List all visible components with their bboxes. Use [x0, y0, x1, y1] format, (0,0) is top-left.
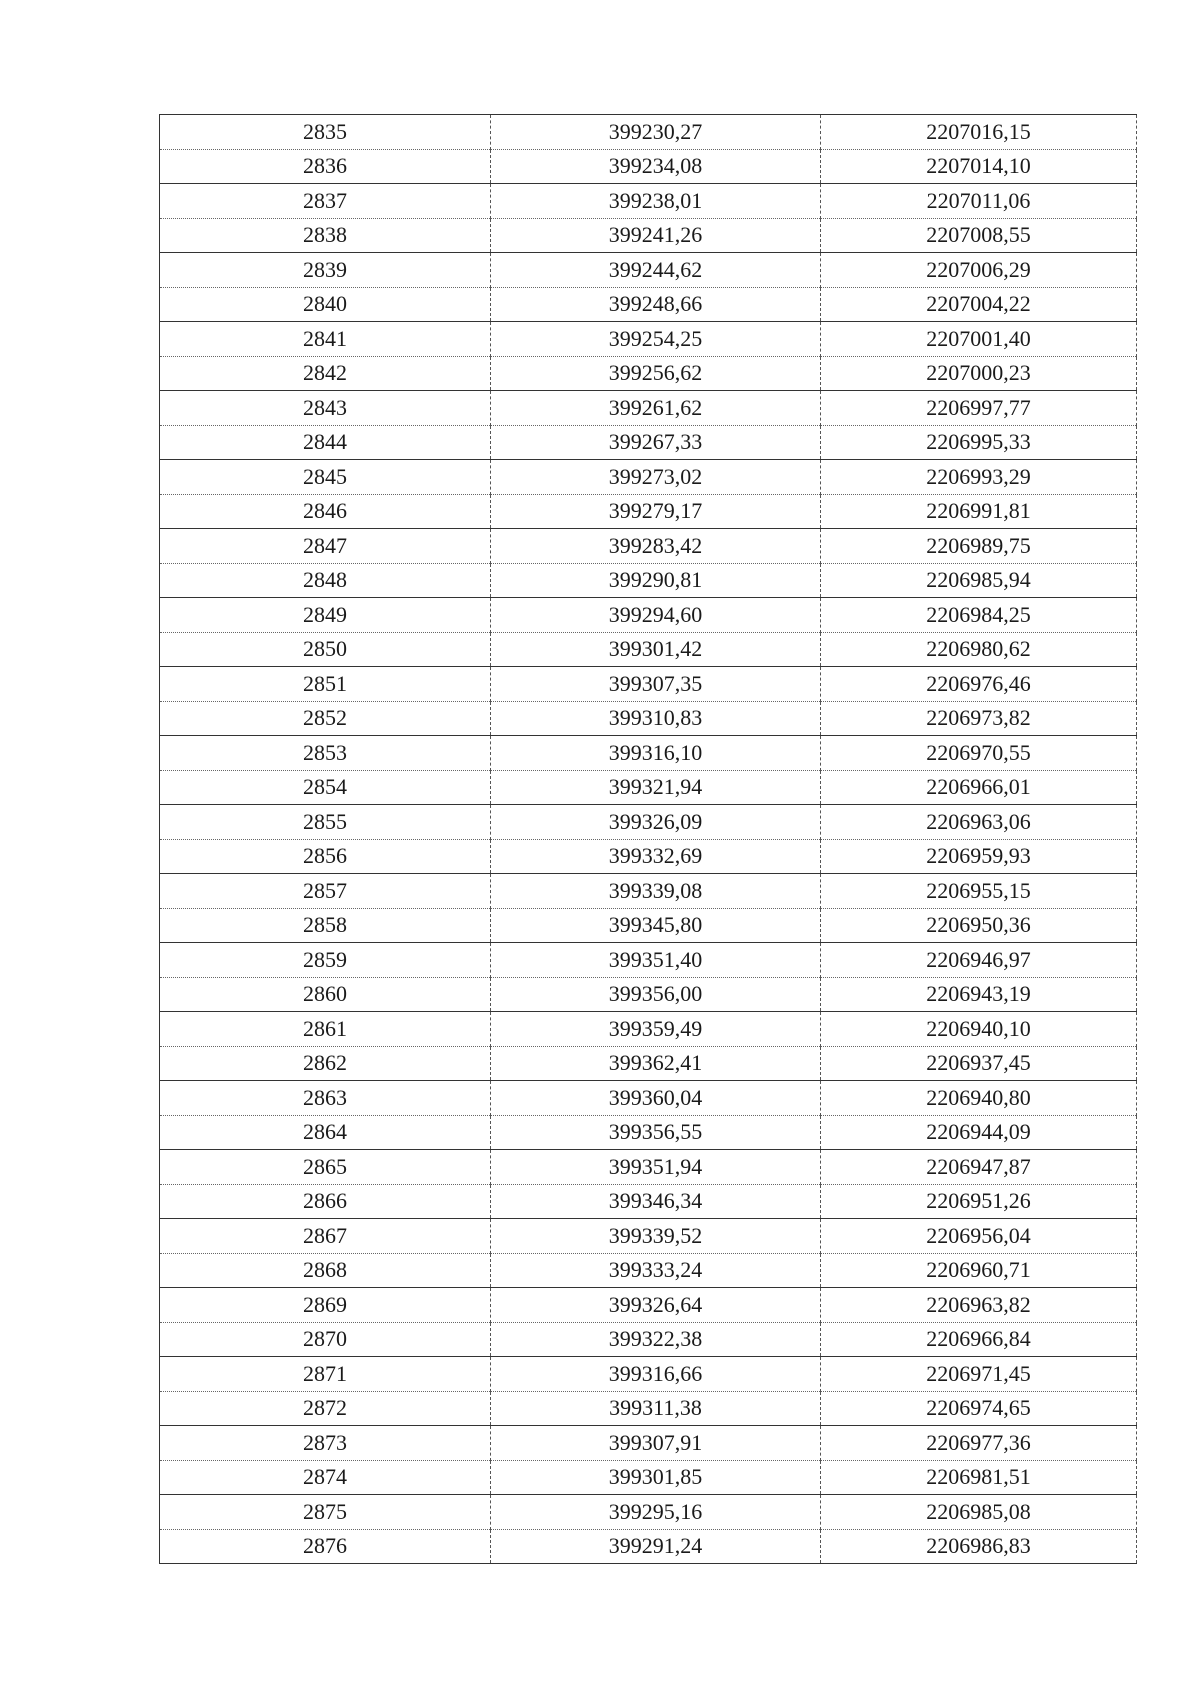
point-number-cell: 2863	[160, 1081, 491, 1116]
point-number-cell: 2865	[160, 1150, 491, 1185]
y-coordinate-cell: 2206955,15	[821, 874, 1137, 909]
point-number-cell: 2838	[160, 218, 491, 253]
y-coordinate-cell: 2207011,06	[821, 184, 1137, 219]
table-row	[160, 1426, 1137, 1461]
y-coordinate-cell: 2207000,23	[821, 356, 1137, 391]
x-coordinate-cell: 399301,85	[491, 1460, 821, 1495]
table-row	[160, 632, 1137, 667]
table-row	[160, 874, 1137, 909]
y-coordinate-cell: 2207014,10	[821, 149, 1137, 184]
y-coordinate-cell: 2206989,75	[821, 529, 1137, 564]
x-coordinate-cell: 399291,24	[491, 1529, 821, 1564]
x-coordinate-cell: 399339,52	[491, 1219, 821, 1254]
table-row	[160, 770, 1137, 805]
x-coordinate-cell: 399301,42	[491, 632, 821, 667]
point-number-cell: 2835	[160, 115, 491, 150]
y-coordinate-cell: 2206966,01	[821, 770, 1137, 805]
x-coordinate-cell: 399316,10	[491, 736, 821, 771]
y-coordinate-cell: 2206985,94	[821, 563, 1137, 598]
table-row	[160, 1184, 1137, 1219]
x-coordinate-cell: 399322,38	[491, 1322, 821, 1357]
point-number-cell: 2852	[160, 701, 491, 736]
y-coordinate-cell: 2206997,77	[821, 391, 1137, 426]
x-coordinate-cell: 399295,16	[491, 1495, 821, 1530]
table-row	[160, 839, 1137, 874]
x-coordinate-cell: 399248,66	[491, 287, 821, 322]
point-number-cell: 2876	[160, 1529, 491, 1564]
table-row	[160, 115, 1137, 150]
point-number-cell: 2873	[160, 1426, 491, 1461]
x-coordinate-cell: 399356,00	[491, 977, 821, 1012]
x-coordinate-cell: 399346,34	[491, 1184, 821, 1219]
point-number-cell: 2867	[160, 1219, 491, 1254]
point-number-cell: 2875	[160, 1495, 491, 1530]
table-row	[160, 1495, 1137, 1530]
x-coordinate-cell: 399307,91	[491, 1426, 821, 1461]
table-row	[160, 598, 1137, 633]
y-coordinate-cell: 2206960,71	[821, 1253, 1137, 1288]
y-coordinate-cell: 2206956,04	[821, 1219, 1137, 1254]
table-row	[160, 1012, 1137, 1047]
point-number-cell: 2864	[160, 1115, 491, 1150]
y-coordinate-cell: 2207004,22	[821, 287, 1137, 322]
y-coordinate-cell: 2206940,80	[821, 1081, 1137, 1116]
table-row	[160, 425, 1137, 460]
y-coordinate-cell: 2206966,84	[821, 1322, 1137, 1357]
coordinates-table-body	[160, 115, 1137, 1564]
point-number-cell: 2847	[160, 529, 491, 564]
point-number-cell: 2836	[160, 149, 491, 184]
table-row	[160, 1460, 1137, 1495]
point-number-cell: 2843	[160, 391, 491, 426]
table-row	[160, 287, 1137, 322]
table-row	[160, 1219, 1137, 1254]
table-row	[160, 1322, 1137, 1357]
point-number-cell: 2854	[160, 770, 491, 805]
x-coordinate-cell: 399273,02	[491, 460, 821, 495]
y-coordinate-cell: 2206974,65	[821, 1391, 1137, 1426]
table-row	[160, 529, 1137, 564]
table-row	[160, 253, 1137, 288]
point-number-cell: 2874	[160, 1460, 491, 1495]
y-coordinate-cell: 2206959,93	[821, 839, 1137, 874]
point-number-cell: 2849	[160, 598, 491, 633]
x-coordinate-cell: 399294,60	[491, 598, 821, 633]
x-coordinate-cell: 399244,62	[491, 253, 821, 288]
y-coordinate-cell: 2206977,36	[821, 1426, 1137, 1461]
point-number-cell: 2853	[160, 736, 491, 771]
y-coordinate-cell: 2206943,19	[821, 977, 1137, 1012]
y-coordinate-cell: 2206963,06	[821, 805, 1137, 840]
table-row	[160, 322, 1137, 357]
x-coordinate-cell: 399351,40	[491, 943, 821, 978]
table-row	[160, 1288, 1137, 1323]
y-coordinate-cell: 2207008,55	[821, 218, 1137, 253]
table-row	[160, 356, 1137, 391]
table-row	[160, 1115, 1137, 1150]
y-coordinate-cell: 2206980,62	[821, 632, 1137, 667]
coordinates-table	[159, 114, 1137, 1564]
table-row	[160, 1150, 1137, 1185]
x-coordinate-cell: 399332,69	[491, 839, 821, 874]
table-row	[160, 908, 1137, 943]
table-row	[160, 460, 1137, 495]
x-coordinate-cell: 399241,26	[491, 218, 821, 253]
x-coordinate-cell: 399333,24	[491, 1253, 821, 1288]
x-coordinate-cell: 399362,41	[491, 1046, 821, 1081]
table-row	[160, 1253, 1137, 1288]
point-number-cell: 2844	[160, 425, 491, 460]
x-coordinate-cell: 399316,66	[491, 1357, 821, 1392]
table-row	[160, 1391, 1137, 1426]
table-row	[160, 805, 1137, 840]
point-number-cell: 2842	[160, 356, 491, 391]
table-row	[160, 977, 1137, 1012]
table-row	[160, 391, 1137, 426]
point-number-cell: 2861	[160, 1012, 491, 1047]
x-coordinate-cell: 399267,33	[491, 425, 821, 460]
table-row	[160, 1357, 1137, 1392]
x-coordinate-cell: 399311,38	[491, 1391, 821, 1426]
point-number-cell: 2859	[160, 943, 491, 978]
x-coordinate-cell: 399339,08	[491, 874, 821, 909]
y-coordinate-cell: 2206944,09	[821, 1115, 1137, 1150]
y-coordinate-cell: 2206993,29	[821, 460, 1137, 495]
y-coordinate-cell: 2206947,87	[821, 1150, 1137, 1185]
point-number-cell: 2846	[160, 494, 491, 529]
y-coordinate-cell: 2206937,45	[821, 1046, 1137, 1081]
point-number-cell: 2869	[160, 1288, 491, 1323]
x-coordinate-cell: 399359,49	[491, 1012, 821, 1047]
point-number-cell: 2848	[160, 563, 491, 598]
x-coordinate-cell: 399279,17	[491, 494, 821, 529]
x-coordinate-cell: 399356,55	[491, 1115, 821, 1150]
y-coordinate-cell: 2207006,29	[821, 253, 1137, 288]
x-coordinate-cell: 399321,94	[491, 770, 821, 805]
point-number-cell: 2856	[160, 839, 491, 874]
y-coordinate-cell: 2206963,82	[821, 1288, 1137, 1323]
table-row	[160, 494, 1137, 529]
table-row	[160, 736, 1137, 771]
x-coordinate-cell: 399234,08	[491, 149, 821, 184]
point-number-cell: 2840	[160, 287, 491, 322]
table-row	[160, 943, 1137, 978]
x-coordinate-cell: 399326,64	[491, 1288, 821, 1323]
table-row	[160, 1529, 1137, 1564]
point-number-cell: 2839	[160, 253, 491, 288]
x-coordinate-cell: 399254,25	[491, 322, 821, 357]
x-coordinate-cell: 399238,01	[491, 184, 821, 219]
x-coordinate-cell: 399326,09	[491, 805, 821, 840]
point-number-cell: 2870	[160, 1322, 491, 1357]
x-coordinate-cell: 399256,62	[491, 356, 821, 391]
point-number-cell: 2855	[160, 805, 491, 840]
point-number-cell: 2862	[160, 1046, 491, 1081]
point-number-cell: 2868	[160, 1253, 491, 1288]
table-row	[160, 563, 1137, 598]
y-coordinate-cell: 2206970,55	[821, 736, 1137, 771]
y-coordinate-cell: 2206946,97	[821, 943, 1137, 978]
point-number-cell: 2858	[160, 908, 491, 943]
y-coordinate-cell: 2206950,36	[821, 908, 1137, 943]
point-number-cell: 2851	[160, 667, 491, 702]
table-row	[160, 1046, 1137, 1081]
y-coordinate-cell: 2206986,83	[821, 1529, 1137, 1564]
point-number-cell: 2841	[160, 322, 491, 357]
x-coordinate-cell: 399307,35	[491, 667, 821, 702]
x-coordinate-cell: 399283,42	[491, 529, 821, 564]
y-coordinate-cell: 2206991,81	[821, 494, 1137, 529]
y-coordinate-cell: 2206940,10	[821, 1012, 1137, 1047]
y-coordinate-cell: 2206951,26	[821, 1184, 1137, 1219]
table-row	[160, 701, 1137, 736]
table-row	[160, 184, 1137, 219]
table-row	[160, 1081, 1137, 1116]
table-row	[160, 218, 1137, 253]
point-number-cell: 2860	[160, 977, 491, 1012]
x-coordinate-cell: 399345,80	[491, 908, 821, 943]
y-coordinate-cell: 2206981,51	[821, 1460, 1137, 1495]
x-coordinate-cell: 399290,81	[491, 563, 821, 598]
y-coordinate-cell: 2206973,82	[821, 701, 1137, 736]
point-number-cell: 2871	[160, 1357, 491, 1392]
y-coordinate-cell: 2206971,45	[821, 1357, 1137, 1392]
point-number-cell: 2866	[160, 1184, 491, 1219]
y-coordinate-cell: 2206984,25	[821, 598, 1137, 633]
y-coordinate-cell: 2206976,46	[821, 667, 1137, 702]
table-row	[160, 149, 1137, 184]
y-coordinate-cell: 2207016,15	[821, 115, 1137, 150]
point-number-cell: 2850	[160, 632, 491, 667]
y-coordinate-cell: 2206995,33	[821, 425, 1137, 460]
y-coordinate-cell: 2206985,08	[821, 1495, 1137, 1530]
x-coordinate-cell: 399360,04	[491, 1081, 821, 1116]
point-number-cell: 2857	[160, 874, 491, 909]
x-coordinate-cell: 399230,27	[491, 115, 821, 150]
point-number-cell: 2837	[160, 184, 491, 219]
point-number-cell: 2872	[160, 1391, 491, 1426]
point-number-cell: 2845	[160, 460, 491, 495]
table-row	[160, 667, 1137, 702]
y-coordinate-cell: 2207001,40	[821, 322, 1137, 357]
x-coordinate-cell: 399310,83	[491, 701, 821, 736]
x-coordinate-cell: 399261,62	[491, 391, 821, 426]
x-coordinate-cell: 399351,94	[491, 1150, 821, 1185]
